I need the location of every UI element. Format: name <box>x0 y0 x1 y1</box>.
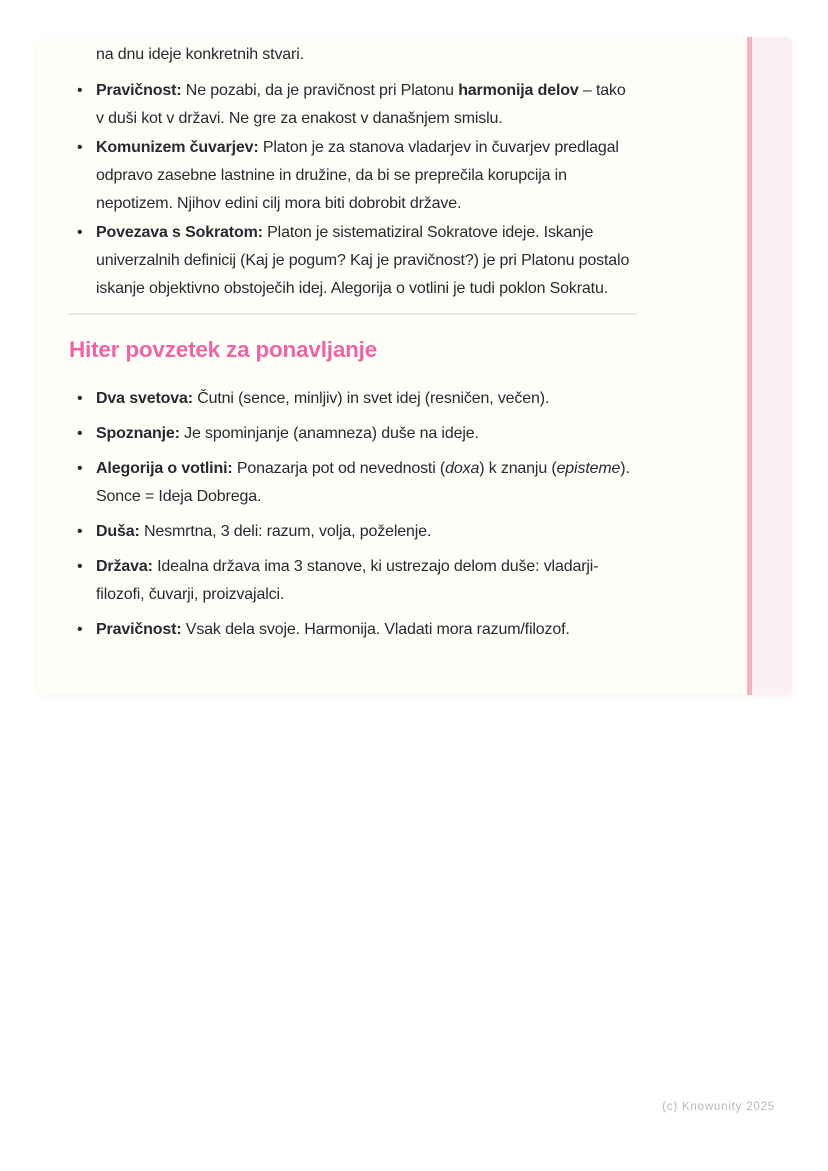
text-segment: Spoznanje: <box>96 425 185 442</box>
text-segment: ). Sonce = Ideja Dobrega. <box>96 460 630 505</box>
text-segment: Idealna država ima 3 stanove, ki ustrezajo delom duše: vladarji-filozofi, čuvarji, proizvajalci. <box>96 558 599 603</box>
bullet-item <box>68 518 637 546</box>
bullet-item <box>68 134 637 218</box>
notes-bullet-list <box>68 77 637 303</box>
summary-heading: Hiter povzetek za ponavljanje <box>69 337 378 362</box>
bullet-item <box>68 219 637 303</box>
text-segment: Pravičnost: <box>96 621 186 638</box>
text-segment: Država: <box>96 558 158 575</box>
text-segment: Ne pozabi, da je pravičnost pri Platonu <box>185 82 459 99</box>
bullet-item <box>68 616 637 644</box>
text-segment: Dva svetova: <box>96 390 198 407</box>
text-segment: Alegorija o votlini: <box>96 460 237 477</box>
text-segment: Platon je sistematiziral Sokratove ideje. Iskanje univerzalnih definicij (Kaj je pogum? Kaj je pravičnost?) je pri Platonu postalo iskanje objektivno obstoječih idej. Alegorija o votlini je tudi poklon Sokratu. <box>96 224 630 297</box>
section-divider <box>68 313 637 315</box>
text-segment: Ponazarja pot od nevednosti ( <box>236 460 446 477</box>
text-segment: Povezava s Sokratom: <box>96 224 268 241</box>
bullet-item <box>68 77 637 133</box>
text-segment: – tako v duši kot v državi. Ne gre za enakost v današnjem smislu. <box>96 82 626 127</box>
text-segment: episteme <box>556 460 621 477</box>
text-segment: Vsak dela svoje. Harmonija. Vladati mora razum/filozof. <box>185 621 570 638</box>
bullet-item <box>68 420 637 448</box>
continuation-paragraph: na dnu ideje konkretnih stvari. <box>96 46 304 63</box>
bullet-item <box>68 455 637 511</box>
text-segment: harmonija delov <box>458 82 579 99</box>
text-segment: Duša: <box>96 523 144 540</box>
bullet-item <box>68 385 637 413</box>
notes-page-card <box>38 37 792 695</box>
copyright-footer: (c) Knowunity 2025 <box>662 1101 775 1113</box>
text-segment: Platon je za stanova vladarjev in čuvarjev predlagal odpravo zasebne lastnine in družine, da bi se preprečila korupcija in nepotizem. Njihov edini cilj mora biti dobrobit države. <box>96 139 619 212</box>
text-segment: Nesmrtna, 3 deli: razum, volja, poželenje. <box>144 523 432 540</box>
text-segment: Komunizem čuvarjev: <box>96 139 263 156</box>
text-segment: Čutni (sence, minljiv) in svet idej (resničen, večen). <box>197 390 550 407</box>
page-content <box>68 41 637 651</box>
bullet-item <box>68 553 637 609</box>
text-segment: ) k znanju ( <box>479 460 557 477</box>
text-segment: doxa <box>445 460 480 477</box>
text-segment: Pravičnost: <box>96 82 186 99</box>
page-spine-decoration <box>747 37 792 695</box>
text-segment: Je spominjanje (anamneza) duše na ideje. <box>184 425 479 442</box>
summary-bullet-list <box>68 385 637 644</box>
